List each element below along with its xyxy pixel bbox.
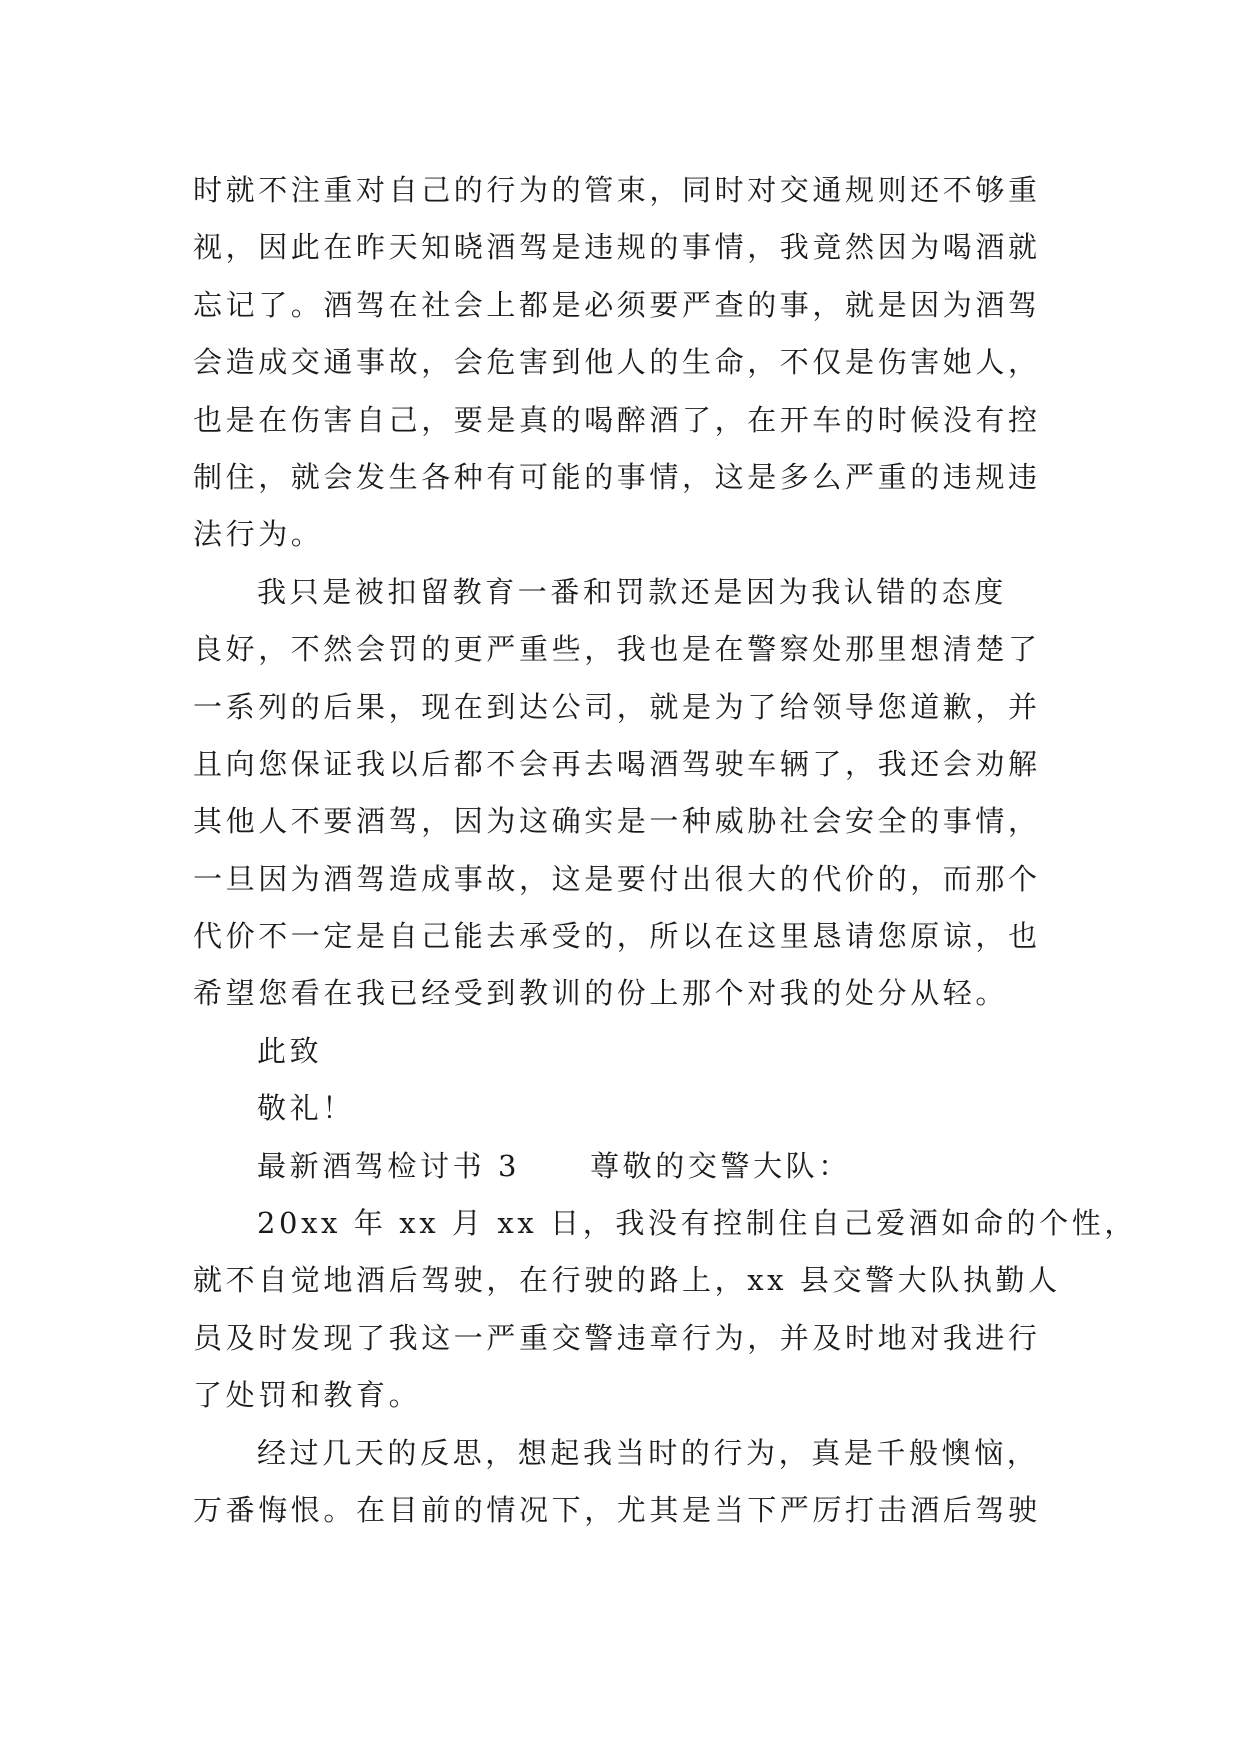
- letter-body: [193, 162, 1137, 1539]
- text-line: 视，因此在昨天知晓酒驾是违规的事情，我竟然因为喝酒就: [193, 230, 1041, 265]
- letter-recipient: 尊敬的交警大队：: [590, 1148, 851, 1183]
- text-line: 其他人不要酒驾，因为这确实是一种威胁社会安全的事情，: [193, 804, 1041, 839]
- text-line: 万番悔恨。在目前的情况下，尤其是当下严厉打击酒后驾驶: [193, 1492, 1041, 1527]
- closing-salutation: 此致: [257, 1033, 323, 1068]
- text-line: 制住，就会发生各种有可能的事情，这是多么严重的违规违: [193, 459, 1041, 494]
- paragraph-start-line: 我只是被扣留教育一番和罚款还是因为我认错的态度: [257, 574, 1007, 609]
- text-line: 会造成交通事故，会危害到他人的生命，不仅是伤害她人，: [193, 345, 1041, 380]
- text-line: 希望您看在我已经受到教训的份上那个对我的处分从轻。: [193, 976, 1009, 1011]
- paragraph-start-line: 20xx 年 xx 月 xx 日，我没有控制住自己爱酒如命的个性，: [257, 1206, 1137, 1241]
- text-line: 了处罚和教育。: [193, 1378, 422, 1413]
- section-title: 最新酒驾检讨书 3: [257, 1148, 521, 1183]
- closing-regards: 敬礼！: [257, 1091, 355, 1126]
- text-line: 时就不注重对自己的行为的管束，同时对交通规则还不够重: [193, 173, 1041, 207]
- text-line: 就不自觉地酒后驾驶，在行驶的路上，xx 县交警大队执勤人: [193, 1263, 1061, 1298]
- text-line: 且向您保证我以后都不会再去喝酒驾驶车辆了，我还会劝解: [193, 746, 1041, 781]
- text-line: 法行为。: [193, 517, 324, 552]
- text-line: 忘记了。酒驾在社会上都是必须要严查的事，就是因为酒驾: [193, 287, 1041, 322]
- text-line: 良好，不然会罚的更严重些，我也是在警察处那里想清楚了: [193, 632, 1041, 667]
- section-heading-line: [193, 1138, 1059, 1195]
- text-line: 也是在伤害自己，要是真的喝醉酒了，在开车的时候没有控: [193, 402, 1041, 437]
- paragraph-start-line: 经过几天的反思，想起我当时的行为，真是千般懊恼，: [257, 1435, 1040, 1470]
- text-line: 一旦因为酒驾造成事故，这是要付出很大的代价的，而那个: [193, 861, 1041, 896]
- text-line: 一系列的后果，现在到达公司，就是为了给领导您道歉，并: [193, 689, 1041, 724]
- text-line: 代价不一定是自己能去承受的，所以在这里恳请您原谅，也: [193, 919, 1041, 954]
- text-line: 员及时发现了我这一严重交警违章行为，并及时地对我进行: [193, 1320, 1041, 1355]
